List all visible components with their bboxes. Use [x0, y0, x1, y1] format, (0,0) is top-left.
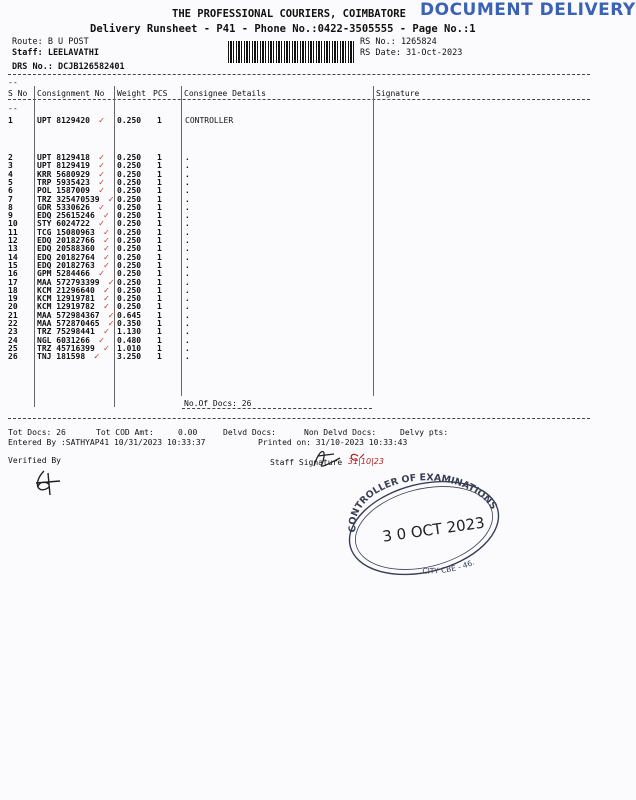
- row-weight: 0.250: [117, 169, 142, 179]
- row-consignee-details: .: [185, 252, 190, 262]
- checkmark-icon: ✓: [108, 319, 114, 329]
- row-pcs: 1: [157, 352, 162, 362]
- row-weight: 0.250: [117, 285, 142, 295]
- checkmark-icon: ✓: [98, 335, 105, 346]
- row-weight: 0.645: [117, 310, 142, 320]
- row-pcs: 1: [157, 186, 162, 196]
- row-weight: 0.250: [117, 153, 142, 162]
- row-sno: 20: [8, 302, 18, 312]
- row-pcs: 1: [157, 219, 162, 229]
- seal-bottom-text: CITY CBE - 46.: [422, 557, 476, 576]
- row-consignee-details: CONTROLLER: [185, 116, 234, 125]
- col-sno: S No: [8, 89, 28, 98]
- rs-date: RS Date: 31-Oct-2023: [360, 48, 463, 58]
- row-sno: 24: [8, 335, 18, 345]
- row-consignee-details: .: [185, 177, 190, 187]
- row-consignee-details: .: [185, 244, 190, 254]
- row-consignee-details: .: [185, 327, 190, 337]
- row-sno: 6: [8, 186, 13, 196]
- col-consignment: Consignment No: [37, 89, 105, 98]
- row-pcs: 1: [157, 327, 162, 337]
- row-consignment-no: GDR 5330626: [37, 202, 90, 212]
- checkmark-icon: ✓: [103, 252, 110, 263]
- row-consignee-details: .: [185, 310, 190, 320]
- col-weight: Weight: [117, 89, 146, 98]
- row-consignee-details: .: [185, 161, 190, 171]
- checkmark-icon: ✓: [94, 352, 100, 363]
- document-delivery-stamp: DOCUMENT DELIVERY: [420, 0, 636, 20]
- row-consignee-details: .: [185, 227, 190, 237]
- delvd-docs: Delvd Docs:: [223, 428, 276, 437]
- row-consignment-no: TRZ 75298441: [37, 327, 95, 337]
- row-weight: 0.250: [117, 211, 142, 221]
- row-sno: 9: [8, 211, 13, 221]
- row-pcs: 1: [157, 194, 162, 204]
- row-sno: 25: [8, 343, 18, 353]
- checkmark-icon: ✓: [103, 343, 110, 354]
- row-consignment-no: MAA 572793399: [37, 277, 100, 287]
- row-consignee-details: .: [185, 211, 190, 221]
- row-weight: 0.250: [117, 194, 142, 204]
- divider-mark: --: [8, 78, 18, 87]
- row-pcs: 1: [157, 116, 162, 125]
- row-pcs: 1: [157, 285, 162, 295]
- row-sno: 18: [8, 285, 18, 295]
- checkmark-icon: ✓: [103, 227, 110, 238]
- verified-by: Verified By: [8, 456, 61, 465]
- staff-label: Staff: LEELAVATHI: [12, 48, 99, 58]
- row-sno: 26: [8, 352, 18, 362]
- row-consignment-no: UPT 8129420: [37, 116, 90, 125]
- checkmark-icon: ✓: [98, 161, 105, 172]
- row-consignee-details: .: [185, 335, 190, 345]
- row-consignment-no: EDQ 20588360: [37, 244, 95, 254]
- row-consignee-details: .: [185, 219, 190, 229]
- no-of-docs: No.Of Docs: 26: [184, 399, 252, 408]
- staff-signature-label: Staff Signature: [270, 458, 343, 467]
- row-weight: 0.250: [117, 219, 142, 229]
- row-weight: 3.250: [117, 352, 142, 362]
- divider-mark: --: [8, 104, 18, 113]
- row-weight: 0.250: [117, 244, 142, 254]
- row-consignment-no: GPM 5284466: [37, 269, 90, 279]
- row-pcs: 1: [157, 177, 162, 187]
- row-consignment-no: UPT 8129418: [37, 153, 90, 162]
- row-consignment-no: TCG 15080963: [37, 227, 95, 237]
- checkmark-icon: ✓: [103, 260, 110, 271]
- row-sno: 4: [8, 169, 13, 179]
- row-consignment-no: KCM 12919781: [37, 294, 95, 304]
- drs-number: DRS No.: DCJB126582401: [12, 62, 125, 72]
- delvy-pts: Delvy pts:: [400, 428, 449, 437]
- tot-docs: Tot Docs: 26: [8, 428, 66, 437]
- seal-date: 3 0 OCT 2023: [381, 513, 486, 546]
- checkmark-icon: ✓: [98, 186, 105, 197]
- row-consignment-no: STY 6024722: [37, 219, 90, 229]
- row-sno: 19: [8, 294, 18, 304]
- row-sno: 10: [8, 219, 18, 229]
- row-consignment-no: KRR 5680929: [37, 169, 90, 179]
- row-weight: 0.250: [117, 227, 142, 237]
- row-sno: 15: [8, 260, 18, 270]
- row-consignment-no: TRZ 45716399: [37, 343, 95, 353]
- row-weight: 0.250: [117, 277, 142, 287]
- row-sno: 17: [8, 277, 18, 287]
- row-consignee-details: .: [185, 352, 190, 362]
- col-pcs: PCS: [153, 89, 168, 98]
- row-weight: 0.480: [117, 335, 142, 345]
- non-delvd-docs: Non Delvd Docs:: [304, 428, 377, 437]
- row-sno: 12: [8, 236, 18, 245]
- row-sno: 14: [8, 252, 18, 262]
- row-consignee-details: .: [185, 169, 190, 179]
- checkmark-icon: ✓: [103, 302, 110, 313]
- row-weight: 0.250: [117, 161, 142, 171]
- row-consignee-details: .: [185, 343, 190, 353]
- row-pcs: 1: [157, 236, 162, 245]
- row-pcs: 1: [157, 269, 162, 279]
- checkmark-icon: ✓: [103, 244, 110, 255]
- row-consignee-details: .: [185, 277, 190, 287]
- row-consignment-no: TRZ 325470539: [37, 194, 100, 204]
- row-weight: 0.250: [117, 236, 142, 245]
- row-pcs: 1: [157, 202, 162, 212]
- row-pcs: 1: [157, 227, 162, 237]
- row-sno: 16: [8, 269, 18, 279]
- row-sno: 3: [8, 161, 13, 171]
- checkmark-icon: ✓: [98, 169, 105, 180]
- row-pcs: 1: [157, 161, 162, 171]
- checkmark-icon: ✓: [98, 116, 105, 126]
- row-sno: 7: [8, 194, 13, 204]
- row-pcs: 1: [157, 260, 162, 270]
- handwritten-date: 31|10|23: [348, 457, 384, 466]
- row-consignee-details: .: [185, 285, 190, 295]
- row-consignment-no: TRP 5935423: [37, 177, 90, 187]
- checkmark-icon: ✓: [98, 202, 105, 213]
- row-consignee-details: .: [185, 319, 190, 328]
- row-consignee-details: .: [185, 236, 190, 245]
- divider: [8, 74, 590, 75]
- row-weight: 0.250: [117, 202, 142, 212]
- row-sno: 11: [8, 227, 18, 237]
- table-row: [0, 352, 600, 361]
- company-title: THE PROFESSIONAL COURIERS, COIMBATORE: [172, 8, 406, 20]
- row-consignee-details: .: [185, 294, 190, 304]
- checkmark-icon: ✓: [103, 294, 110, 305]
- row-consignment-no: MAA 572870465: [37, 319, 100, 328]
- row-weight: 0.250: [117, 186, 142, 196]
- row-pcs: 1: [157, 302, 162, 312]
- row-sno: 23: [8, 327, 18, 337]
- row-consignment-no: TNJ 181598: [37, 352, 86, 362]
- route-label: Route: B U POST: [12, 37, 89, 47]
- runsheet-subtitle: Delivery Runsheet - P41 - Phone No.:0422-3505555 - Page No.:1: [90, 23, 476, 35]
- row-weight: 0.250: [117, 116, 142, 125]
- row-weight: 1.010: [117, 343, 142, 353]
- checkmark-icon: ✓: [103, 211, 110, 222]
- verifier-signature: [30, 467, 64, 497]
- row-sno: 22: [8, 319, 18, 328]
- row-consignee-details: .: [185, 202, 190, 212]
- row-consignment-no: EDQ 25615246: [37, 211, 95, 221]
- row-weight: 0.350: [117, 319, 142, 328]
- row-consignment-no: KCM 21296640: [37, 285, 95, 295]
- row-pcs: 1: [157, 343, 162, 353]
- printed-on: Printed on: 31/10-2023 10:33:43: [258, 438, 408, 447]
- row-consignment-no: EDQ 20182764: [37, 252, 95, 262]
- row-sno: 13: [8, 244, 18, 254]
- tot-cod-value: 0.00: [178, 428, 198, 437]
- row-pcs: 1: [157, 294, 162, 304]
- checkmark-icon: ✓: [98, 219, 105, 230]
- checkmark-icon: ✓: [103, 327, 110, 338]
- barcode: [228, 41, 354, 63]
- row-pcs: 1: [157, 169, 162, 179]
- checkmark-icon: ✓: [103, 285, 110, 296]
- row-weight: 0.250: [117, 177, 142, 187]
- seal-top-text: CONTROLLER OF EXAMINATIONS: [347, 472, 499, 533]
- row-consignment-no: EDQ 20182766: [37, 236, 95, 245]
- row-consignment-no: EDQ 20182763: [37, 260, 95, 270]
- row-sno: 1: [8, 116, 13, 125]
- row-consignment-no: POL 1587009: [37, 186, 90, 196]
- row-weight: 1.130: [117, 327, 142, 337]
- row-weight: 0.250: [117, 252, 142, 262]
- row-sno: 2: [8, 153, 13, 162]
- row-weight: 0.250: [117, 294, 142, 304]
- staff-signature-mark: [306, 444, 346, 470]
- row-weight: 0.250: [117, 260, 142, 270]
- row-consignment-no: UPT 8129419: [37, 161, 90, 171]
- row-pcs: 1: [157, 335, 162, 345]
- rs-number: RS No.: 1265824: [360, 37, 437, 47]
- row-consignment-no: KCM 12919782: [37, 302, 95, 312]
- row-pcs: 1: [157, 277, 162, 287]
- row-sno: 8: [8, 202, 13, 212]
- row-pcs: 1: [157, 153, 162, 162]
- row-weight: 0.250: [117, 269, 142, 279]
- divider: [8, 418, 590, 419]
- row-consignee-details: .: [185, 302, 190, 312]
- row-pcs: 1: [157, 319, 162, 328]
- checkmark-icon: ✓: [98, 269, 105, 280]
- checkmark-icon: ✓: [108, 277, 114, 288]
- row-consignee-details: .: [185, 186, 190, 196]
- row-consignee-details: .: [185, 153, 190, 162]
- row-pcs: 1: [157, 310, 162, 320]
- table-row: [0, 116, 600, 125]
- row-pcs: 1: [157, 211, 162, 221]
- divider: [8, 99, 590, 100]
- checkmark-icon: ✓: [103, 236, 110, 246]
- checkmark-icon: ✓: [108, 310, 114, 321]
- row-pcs: 1: [157, 244, 162, 254]
- checkmark-icon: ✓: [98, 177, 105, 188]
- row-consignee-details: .: [185, 194, 190, 204]
- svg-text:CITY CBE - 46.: [422, 558, 476, 576]
- row-sno: 21: [8, 310, 18, 320]
- checkmark-icon: ✓: [108, 194, 114, 205]
- row-consignee-details: .: [185, 260, 190, 270]
- row-consignment-no: MAA 572984367: [37, 310, 100, 320]
- col-consignee: Consignee Details: [184, 89, 266, 98]
- tot-cod-label: Tot COD Amt:: [96, 428, 154, 437]
- entered-by: Entered By :SATHYAP41 10/31/2023 10:33:37: [8, 438, 206, 447]
- col-signature: Signature: [376, 89, 420, 98]
- divider: [182, 408, 372, 409]
- row-consignee-details: .: [185, 269, 190, 279]
- row-weight: 0.250: [117, 302, 142, 312]
- row-pcs: 1: [157, 252, 162, 262]
- controller-seal: [338, 470, 508, 580]
- checkmark-icon: ✓: [98, 153, 105, 163]
- row-consignment-no: NGL 6031266: [37, 335, 90, 345]
- row-sno: 5: [8, 177, 13, 187]
